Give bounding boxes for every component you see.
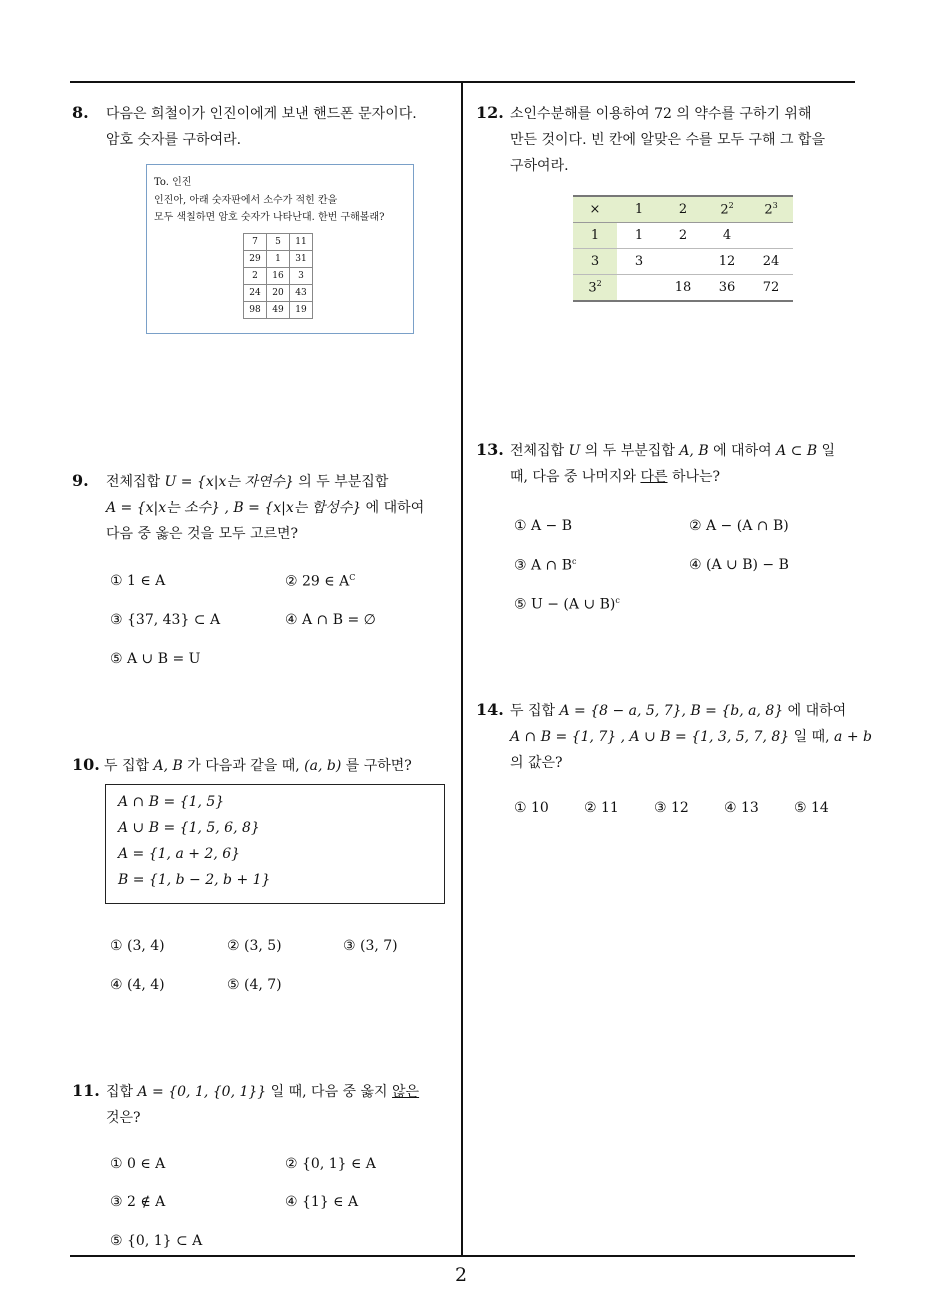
q12-text-line3: 구하여라. [510,158,569,174]
q13-line1-m1: U [568,443,581,459]
q10-choice-1[interactable]: ① (3, 4) [110,938,165,954]
q11-number: 11. [72,1081,100,1100]
grid-cell: 3 [290,268,313,285]
q14-line1-math: A = {8 − a, 5, 7}, B = {b, a, 8} [559,703,784,719]
q13-line2-a: 때, 다음 중 나머지와 [510,469,641,485]
q10-box-line: B = {1, b − 2, b + 1} [118,872,271,888]
q9-choice-2-text: ② 29 ∈ A [285,573,350,590]
header-cell: 2 [661,196,705,223]
q9-line1-b: 의 두 부분집합 [293,474,389,490]
q13-line2-b: 하나는? [667,469,721,485]
q10-number: 10. [72,755,100,774]
q11-text-underlined: 않은 [392,1084,420,1100]
q13-line1-c: 에 대하여 [708,443,777,459]
page-number: 2 [455,1264,468,1286]
bottom-rule [70,1255,855,1257]
q14-choice-4[interactable]: ④ 13 [724,800,759,816]
row-header: $3^2$ [573,275,617,302]
q9-choice-2[interactable] [285,573,355,590]
q13-choice-5[interactable] [514,596,620,613]
row-header: 1 [573,223,617,249]
q8-text-line1: 다음은 희철이가 인진이에게 보낸 핸드폰 문자이다. [106,106,417,122]
q11-text-a: 집합 [106,1084,138,1100]
q11-text-b: 일 때, 다음 중 옳지 [266,1084,393,1100]
q10-box-line: A ∩ B = {1, 5} [118,794,225,810]
q13-choice-3-sup: c [572,557,577,566]
q11-choice-3[interactable]: ③ 2 ∉ A [110,1194,166,1210]
q14-text-line1 [510,698,846,724]
q8-number-grid [243,233,313,319]
q10-box-line: A = {1, a + 2, 6} [118,846,241,862]
q10-text-math: A, B [153,758,183,774]
q14-choice-1[interactable]: ① 10 [514,800,549,816]
q12-divisor-table [573,195,793,302]
q10-condition-box [105,784,445,904]
q13-choice-1[interactable]: ① A − B [514,518,573,534]
q12-text-line1: 소인수분해를 이용하여 72 의 약수를 구하기 위해 [510,106,812,122]
column-divider [461,83,463,1256]
q9-number: 9. [72,471,89,490]
q13-choice-5-sup: c [615,596,620,605]
q11-text-line1 [106,1079,419,1105]
q14-choice-3[interactable]: ③ 12 [654,800,689,816]
q14-choice-5[interactable]: ⑤ 14 [794,800,829,816]
q8-text-line2: 암호 숫자를 구하여라. [106,132,242,148]
q10-box-line: A ∪ B = {1, 5, 6, 8} [118,820,260,836]
grid-cell: 1 [267,251,290,268]
table-cell: 24 [749,249,793,275]
grid-cell: 31 [290,251,313,268]
q11-text-math: A = {0, 1, {0, 1}} [137,1084,267,1100]
q13-line2-underlined: 다른 [640,469,668,485]
q9-line2-b: 에 대하여 [361,500,425,516]
table-cell: 2 [661,223,705,249]
q10-text [104,753,412,779]
q14-line2-math: A ∩ B = {1, 7} , A ∪ B = {1, 3, 5, 7, 8} [510,729,790,745]
grid-cell: 19 [290,302,313,319]
table-cell [661,249,705,275]
q14-line2-b: 일 때, [789,729,835,745]
header-cell: $2^3$ [749,196,793,223]
q14-number: 14. [476,700,504,719]
q14-text-line3: 의 값은? [510,755,563,771]
grid-cell: 11 [290,234,313,251]
q9-choice-2-sup: C [349,573,356,582]
grid-cell: 98 [244,302,267,319]
q9-text-line2 [106,495,424,521]
q9-text-line3: 다음 중 옳은 것을 모두 고르면? [106,526,299,542]
table-cell [749,223,793,249]
grid-cell: 5 [267,234,290,251]
q11-choice-2[interactable]: ② {0, 1} ∈ A [285,1156,376,1172]
grid-cell: 7 [244,234,267,251]
grid-cell: 2 [244,268,267,285]
q14-text-line2 [510,724,872,750]
grid-cell: 29 [244,251,267,268]
q13-choice-3-text: ③ A ∩ B [514,557,573,574]
q10-choice-4[interactable]: ④ (4, 4) [110,977,165,993]
q10-choice-5[interactable]: ⑤ (4, 7) [227,977,282,993]
q13-number: 13. [476,440,504,459]
q11-text-line2: 것은? [106,1110,141,1126]
q14-line1-b: 에 대하여 [783,703,847,719]
q8-message-to: To. 인진 [154,177,192,188]
q8-message-line2: 모두 색칠하면 암호 숫자가 나타난대. 한번 구해볼래? [154,212,385,223]
q9-choice-5[interactable]: ⑤ A ∪ B = U [110,651,201,667]
table-cell: 18 [661,275,705,302]
table-cell: 36 [705,275,749,302]
q14-choice-2[interactable]: ② 11 [584,800,619,816]
q13-line1-m2: A, B [679,443,709,459]
grid-cell: 24 [244,285,267,302]
table-cell: 12 [705,249,749,275]
q13-text-line2 [510,464,720,490]
q9-line1-a: 전체집합 [106,474,165,490]
table-cell: 1 [617,223,661,249]
q9-choice-3[interactable]: ③ {37, 43} ⊂ A [110,612,221,628]
q13-line1-d: 일 [817,443,836,459]
header-cell: $2^2$ [705,196,749,223]
grid-cell: 20 [267,285,290,302]
q9-line1-math: U = {x|x는 자연수} [164,474,294,490]
grid-cell: 16 [267,268,290,285]
q13-line1-m3: A ⊂ B [776,443,818,459]
q12-text-line2: 만든 것이다. 빈 칸에 알맞은 수를 모두 구해 그 합을 [510,132,825,148]
q11-choice-4[interactable]: ④ {1} ∈ A [285,1194,359,1210]
q13-choice-4[interactable]: ④ (A ∪ B) − B [689,557,789,573]
q13-text-line1 [510,438,835,464]
q9-choice-1[interactable]: ① 1 ∈ A [110,573,166,589]
q8-number: 8. [72,103,89,122]
q9-text-line1 [106,469,388,495]
q10-choice-2[interactable]: ② (3, 5) [227,938,282,954]
q10-text-math2: (a, b) [304,758,342,774]
q10-text-a: 두 집합 [104,758,154,774]
header-cell: × [573,196,617,223]
q13-choice-2[interactable]: ② A − (A ∩ B) [689,518,789,534]
q10-choice-3[interactable]: ③ (3, 7) [343,938,398,954]
q14-line1-a: 두 집합 [510,703,560,719]
table-cell [617,275,661,302]
q8-message-box [146,164,414,334]
q10-text-b: 가 다음과 같을 때, [182,758,305,774]
q9-choice-4[interactable]: ④ A ∩ B = ∅ [285,612,376,628]
header-cell: 1 [617,196,661,223]
q12-number: 12. [476,103,504,122]
q11-choice-1[interactable]: ① 0 ∈ A [110,1156,166,1172]
q9-line2-math: A = {x|x는 소수} , B = {x|x는 합성수} [106,500,362,516]
q8-message-line1: 인진아, 아래 숫자판에서 소수가 적힌 칸을 [154,195,338,206]
q13-line1-a: 전체집합 [510,443,569,459]
grid-cell: 43 [290,285,313,302]
row-header: 3 [573,249,617,275]
q14-line2-math2: a + b [834,729,872,745]
q11-choice-5[interactable]: ⑤ {0, 1} ⊂ A [110,1233,203,1249]
q13-choice-5-text: ⑤ U − (A ∪ B) [514,596,616,613]
q13-line1-b: 의 두 부분집합 [580,443,680,459]
q10-text-c: 를 구하면? [341,758,412,774]
table-cell: 72 [749,275,793,302]
grid-cell: 49 [267,302,290,319]
table-cell: 4 [705,223,749,249]
table-cell: 3 [617,249,661,275]
q13-choice-3[interactable] [514,557,577,574]
